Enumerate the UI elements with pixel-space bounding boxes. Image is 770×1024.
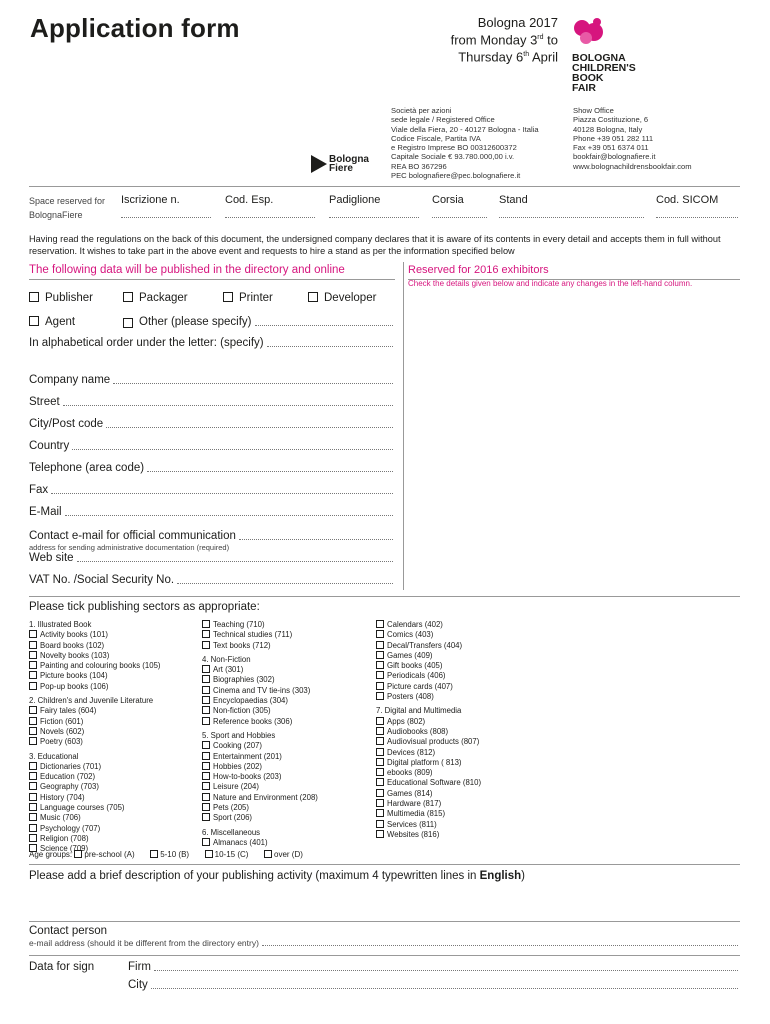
office-line: sede legale / Registered Office [391, 115, 495, 125]
checkbox[interactable] [29, 671, 37, 679]
checkbox[interactable] [29, 316, 39, 326]
data-for-sign-label: Data for sign [29, 961, 95, 973]
contact-person-label: Contact person [29, 925, 107, 937]
stand-label: Stand [499, 194, 528, 206]
office-line: Phone +39 051 282 111 [573, 133, 654, 143]
email-field[interactable]: E-Mail [29, 506, 393, 518]
sector-heading: 7. Digital and Multimedia [376, 706, 462, 716]
sector-option[interactable]: Almanacs (401) [202, 838, 318, 848]
office-line: Capitale Sociale € 93.780.000,00 i.v. [391, 152, 515, 162]
sector-heading: 3. Educational [29, 751, 79, 761]
sector-option[interactable]: Multimedia (815) [376, 809, 481, 819]
office-line: e Registro Imprese BO 00312600372 [391, 143, 517, 153]
checkbox[interactable] [376, 799, 384, 807]
contact-email-field[interactable]: Contact e-mail for official communication [29, 530, 393, 542]
sector-option[interactable]: Activity books (101) [29, 630, 161, 640]
fair-logo-line: BOLOGNA [572, 52, 626, 64]
sector-option[interactable]: Hardware (817) [376, 799, 481, 809]
developer-option[interactable]: Developer [308, 292, 376, 304]
checkbox[interactable] [376, 692, 384, 700]
sector-option[interactable]: Board books (102) [29, 641, 161, 651]
sector-option[interactable]: Apps (802) [376, 717, 481, 727]
sector-option[interactable]: Psychology (707) [29, 824, 161, 834]
space-reserved-label: Space reserved for BolognaFiere [29, 196, 106, 220]
office-line: Codice Fiscale, Partita IVA [391, 133, 481, 143]
sector-option[interactable]: Gift books (405) [376, 661, 481, 671]
sector-option[interactable]: Websites (816) [376, 830, 481, 840]
packager-option[interactable]: Packager [123, 292, 188, 304]
checkbox[interactable] [376, 820, 384, 828]
checkbox[interactable] [202, 741, 210, 749]
padiglione-label: Padiglione [329, 194, 381, 206]
checkbox[interactable] [29, 762, 37, 770]
office-line: 40128 Bologna, Italy [573, 124, 643, 134]
checkbox[interactable] [29, 292, 39, 302]
checkbox[interactable] [202, 782, 210, 790]
checkbox[interactable] [29, 706, 37, 714]
sector-option[interactable]: Religion (708) [29, 834, 161, 844]
divider [29, 186, 740, 187]
checkbox[interactable] [202, 838, 210, 846]
sector-option[interactable]: Educational Software (810) [376, 778, 481, 788]
sector-option[interactable]: Entertainment (201) [202, 752, 318, 762]
sector-heading: 4. Non-Fiction [202, 654, 251, 664]
sector-option[interactable]: Picture books (104) [29, 671, 161, 681]
checkbox[interactable] [202, 813, 210, 821]
sector-option[interactable]: Education (702) [29, 772, 161, 782]
sector-option[interactable]: Decal/Transfers (404) [376, 641, 481, 651]
checkbox[interactable] [202, 762, 210, 770]
sector-option[interactable]: How-to-books (203) [202, 772, 318, 782]
sector-option[interactable]: Games (814) [376, 789, 481, 799]
sector-option[interactable]: Comics (403) [376, 630, 481, 640]
sector-heading: 1. Illustrated Book [29, 620, 92, 629]
checkbox[interactable] [29, 651, 37, 659]
stand-field[interactable] [499, 216, 644, 218]
contact-email-alt-field[interactable]: e-mail address (should it be different from the directory entry) [29, 938, 738, 948]
description-prompt: Please add a brief description of your publishing activity (maximum 4 typewritten lines in English) [29, 870, 526, 882]
checkbox[interactable] [29, 803, 37, 811]
sector-option[interactable]: Posters (408) [376, 692, 481, 702]
checkbox[interactable] [29, 824, 37, 832]
checkbox[interactable] [376, 651, 384, 659]
reserved-2016-note: Check the details given below and indicate any changes in the left-hand column. [408, 279, 693, 288]
checkbox[interactable] [376, 671, 384, 679]
checkbox[interactable] [29, 682, 37, 690]
sector-option[interactable]: Reference books (306) [202, 717, 318, 727]
age-c-option[interactable]: 10-15 (C) [205, 850, 249, 859]
cod-esp-field[interactable] [225, 216, 315, 218]
publisher-option[interactable]: Publisher [29, 292, 93, 304]
checkbox[interactable] [376, 717, 384, 725]
checkbox[interactable] [376, 830, 384, 838]
description-area[interactable] [29, 888, 740, 918]
checkbox[interactable] [202, 665, 210, 673]
printer-option[interactable]: Printer [223, 292, 273, 304]
sector-option[interactable]: Teaching (710) [202, 620, 318, 630]
fair-logo-line: FAIR [572, 82, 596, 94]
checkbox[interactable] [29, 737, 37, 745]
iscrizione-label: Iscrizione n. [121, 194, 180, 206]
sectors-column-2 [202, 620, 318, 848]
country-field[interactable]: Country [29, 440, 393, 452]
office-line: Piazza Costituzione, 6 [573, 115, 649, 125]
sector-option[interactable]: Services (811) [376, 820, 481, 830]
sector-option[interactable]: Music (706) [29, 813, 161, 823]
sector-option[interactable]: Novels (602) [29, 727, 161, 737]
page-title: Application form [30, 13, 240, 43]
sector-option[interactable]: Science (709) [29, 844, 161, 854]
sector-option[interactable]: Leisure (204) [202, 782, 318, 792]
column-divider [403, 262, 404, 590]
corsia-field[interactable] [432, 216, 487, 218]
checkbox[interactable] [29, 793, 37, 801]
sector-option[interactable]: Periodicals (406) [376, 671, 481, 681]
agent-option[interactable]: Agent [29, 316, 75, 328]
checkbox[interactable] [29, 782, 37, 790]
fair-logo-line: CHILDREN'S [572, 62, 636, 74]
checkbox[interactable] [376, 748, 384, 756]
sector-option[interactable]: Painting and colouring books (105) [29, 661, 161, 671]
checkbox[interactable] [202, 630, 210, 638]
checkbox[interactable] [29, 772, 37, 780]
registered-office-info [391, 106, 539, 180]
age-d-option[interactable]: over (D) [264, 850, 303, 859]
sector-option[interactable]: Fairy tales (604) [29, 706, 161, 716]
sector-option[interactable]: Hobbies (202) [202, 762, 318, 772]
checkbox[interactable] [29, 717, 37, 725]
telephone-field[interactable]: Telephone (area code) [29, 462, 393, 474]
sector-option[interactable]: History (704) [29, 793, 161, 803]
divider [29, 864, 740, 865]
firm-field[interactable]: Firm [128, 961, 738, 973]
office-line: Viale della Fiera, 20 - 40127 Bologna - Italia [391, 124, 539, 134]
checkbox[interactable] [123, 292, 133, 302]
checkbox[interactable] [376, 620, 384, 628]
divider [29, 921, 740, 922]
sector-option[interactable]: Technical studies (711) [202, 630, 318, 640]
sector-option[interactable]: Text books (712) [202, 641, 318, 651]
age-b-option[interactable]: 5-10 (B) [150, 850, 189, 859]
sector-option[interactable]: Dictionaries (701) [29, 762, 161, 772]
sector-option[interactable]: Novelty books (103) [29, 651, 161, 661]
sector-option[interactable]: Art (301) [202, 665, 318, 675]
sector-option[interactable]: Language courses (705) [29, 803, 161, 813]
sector-option[interactable]: Poetry (603) [29, 737, 161, 747]
sector-option[interactable]: Nature and Environment (208) [202, 793, 318, 803]
sector-option[interactable]: Audiovisual products (807) [376, 737, 481, 747]
age-a-option[interactable]: pre-school (A) [74, 850, 134, 859]
sign-city-field[interactable]: City [128, 979, 738, 991]
alphabetical-field[interactable]: In alphabetical order under the letter: (specify) [29, 337, 393, 349]
sector-option[interactable]: Pop-up books (106) [29, 682, 161, 692]
checkbox[interactable] [202, 717, 210, 725]
office-line: REA BO 367296 [391, 161, 447, 171]
office-line: www.bolognachildrensbookfair.com [573, 161, 692, 171]
checkbox[interactable] [223, 292, 233, 302]
bolognafiere-logo: Bologna Fiere [311, 155, 369, 173]
checkbox[interactable] [202, 793, 210, 801]
checkbox[interactable] [308, 292, 318, 302]
checkbox[interactable] [376, 789, 384, 797]
website-field[interactable]: Web site [29, 552, 393, 564]
sector-option[interactable]: ebooks (809) [376, 768, 481, 778]
checkbox[interactable] [376, 682, 384, 690]
corsia-label: Corsia [432, 194, 464, 206]
directory-heading: The following data will be published in the directory and online [29, 264, 345, 276]
checkbox[interactable] [202, 752, 210, 760]
sector-option[interactable]: Geography (703) [29, 782, 161, 792]
company-name-field[interactable]: Company name [29, 374, 393, 386]
checkbox[interactable] [123, 318, 133, 328]
sector-option[interactable]: Fiction (601) [29, 717, 161, 727]
sector-option[interactable]: Encyclopaedias (304) [202, 696, 318, 706]
contact-email-note: address for sending administrative documentation (required) [29, 543, 230, 552]
date-line-3: Thursday 6th April [458, 49, 558, 65]
checkbox[interactable] [376, 661, 384, 669]
fair-logo-icon [572, 16, 606, 46]
iscrizione-field[interactable] [121, 216, 211, 218]
checkbox[interactable] [29, 630, 37, 638]
sector-option[interactable]: Cinema and TV tie-ins (303) [202, 686, 318, 696]
checkbox[interactable] [202, 686, 210, 694]
other-option[interactable]: Other (please specify) [123, 316, 393, 328]
sector-option[interactable]: Audiobooks (808) [376, 727, 481, 737]
checkbox[interactable] [202, 696, 210, 704]
office-line: Fax +39 051 6374 011 [573, 143, 649, 153]
sector-option[interactable]: Calendars (402) [376, 620, 481, 630]
bolognafiere-logo-icon [311, 155, 327, 173]
sectors-column-1 [29, 620, 161, 855]
checkbox[interactable] [202, 772, 210, 780]
vat-field[interactable]: VAT No. /Social Security No. [29, 574, 393, 586]
age-groups: Age groups: pre-school (A) 5-10 (B) 10-15 (C) over (D) [29, 850, 303, 859]
fair-logo [572, 16, 636, 93]
checkbox[interactable] [29, 661, 37, 669]
office-line: Società per azioni [391, 106, 452, 115]
sector-heading: 2. Children's and Juvenile Literature [29, 696, 154, 706]
date-line-2: from Monday 3rd to [450, 32, 558, 48]
checkbox[interactable] [376, 758, 384, 766]
sector-option[interactable]: Biographies (302) [202, 675, 318, 685]
checkbox[interactable] [29, 813, 37, 821]
fair-logo-text [572, 53, 636, 93]
cod-esp-label: Cod. Esp. [225, 194, 274, 206]
checkbox[interactable] [202, 706, 210, 714]
office-line: PEC bolognafiere@pec.bolognafiere.it [391, 171, 521, 181]
checkbox[interactable] [202, 641, 210, 649]
sector-option[interactable]: Picture cards (407) [376, 682, 481, 692]
checkbox[interactable] [376, 630, 384, 638]
checkbox[interactable] [376, 641, 384, 649]
checkbox[interactable] [29, 641, 37, 649]
cod-sicom-label: Cod. SICOM [656, 194, 719, 206]
sector-option[interactable]: Pets (205) [202, 803, 318, 813]
checkbox[interactable] [376, 768, 384, 776]
sector-option[interactable]: Cooking (207) [202, 741, 318, 751]
date-line-1: Bologna 2017 [477, 15, 558, 30]
padiglione-field[interactable] [329, 216, 419, 218]
checkbox[interactable] [202, 675, 210, 683]
event-dates [451, 15, 558, 65]
checkbox[interactable] [376, 737, 384, 745]
sector-heading: 6. Miscellaneous [202, 827, 261, 837]
checkbox[interactable] [376, 809, 384, 817]
sector-option[interactable]: Devices (812) [376, 748, 481, 758]
checkbox[interactable] [376, 727, 384, 735]
fair-logo-line: BOOK [572, 72, 604, 84]
city-post-code-field[interactable]: City/Post code [29, 418, 393, 430]
street-field[interactable]: Street [29, 396, 393, 408]
checkbox[interactable] [376, 778, 384, 786]
divider [29, 955, 740, 956]
fax-field[interactable]: Fax [29, 484, 393, 496]
divider [29, 279, 395, 280]
cod-sicom-field[interactable] [656, 216, 738, 218]
checkbox[interactable] [29, 727, 37, 735]
sectors-column-3 [376, 620, 481, 840]
sector-option[interactable]: Digital platform ( 813) [376, 758, 481, 768]
intro-paragraph: Having read the regulations on the back of this document, the undersigned company declares that it is aware of its contents in every detail and accepts them in full without reservation. It wishes to take part in the above event and requests to hire a stand as per the information specified below [29, 234, 721, 256]
checkbox[interactable] [202, 803, 210, 811]
sector-heading: 5. Sport and Hobbies [202, 730, 276, 740]
office-line: Show Office [573, 106, 614, 115]
office-line: bookfair@bolognafiere.it [573, 152, 656, 162]
sector-option[interactable]: Non-fiction (305) [202, 706, 318, 716]
checkbox[interactable] [202, 620, 210, 628]
sector-option[interactable]: Sport (206) [202, 813, 318, 823]
sector-option[interactable]: Games (409) [376, 651, 481, 661]
checkbox[interactable] [29, 834, 37, 842]
sectors-heading: Please tick publishing sectors as appropriate: [29, 601, 260, 613]
divider [29, 596, 740, 597]
show-office-info [573, 106, 692, 171]
reserved-2016-heading: Reserved for 2016 exhibitors [408, 264, 549, 276]
